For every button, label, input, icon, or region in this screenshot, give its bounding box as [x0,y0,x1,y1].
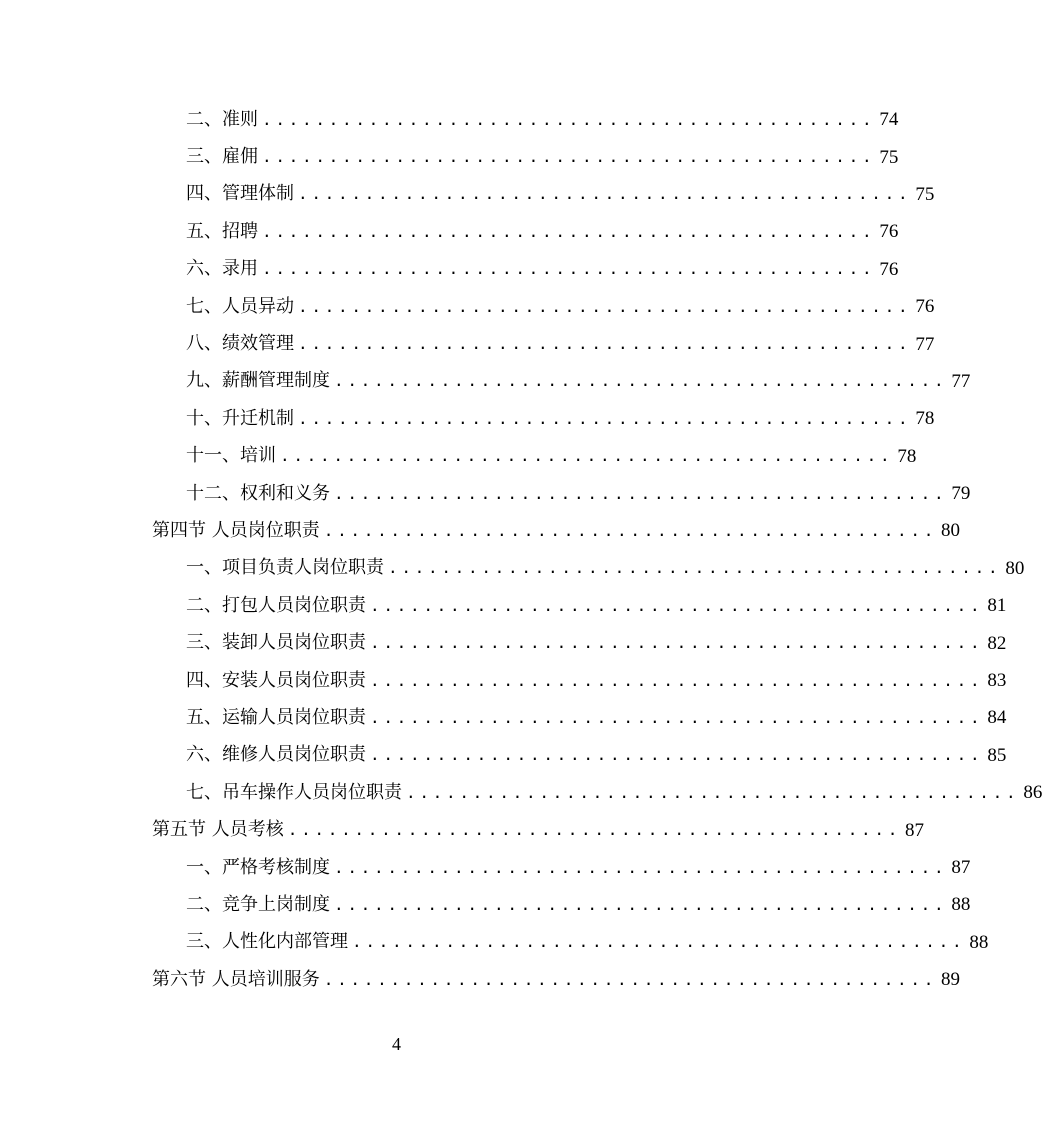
toc-entry-title: 六、录用 [186,260,262,278]
toc-entry-title: 十一、培训 [186,447,280,465]
toc-entry-page-number: 78 [897,445,917,467]
toc-entry-title: 二、竞争上岗制度 [186,896,334,914]
toc-entry-page-number: 88 [969,931,989,953]
toc-entry-page-number: 89 [941,969,961,991]
toc-entry-title: 四、管理体制 [186,185,298,203]
toc-dot-leader: .............................................. [370,670,984,690]
toc-entry-page-number: 78 [915,408,935,430]
toc-dot-leader: .............................................. [334,371,948,391]
toc-subsection-entry[interactable] [0,774,1042,811]
toc-subsection-entry[interactable] [0,251,899,288]
toc-entry-page-number: 85 [987,744,1007,766]
toc-entry-page-number: 80 [941,520,961,542]
toc-entry-title: 三、雇佣 [186,148,262,166]
toc-subsection-entry[interactable] [0,662,1007,699]
toc-section-entry[interactable] [0,811,925,848]
toc-dot-leader: .............................................. [298,334,912,354]
toc-entry-page-number: 77 [915,333,935,355]
toc-dot-leader: .............................................. [262,259,876,279]
toc-entry-title: 第六节 人员培训服务 [152,971,324,989]
toc-section-entry[interactable] [0,961,961,998]
toc-subsection-entry[interactable] [0,363,971,400]
toc-subsection-entry[interactable] [0,475,971,512]
toc-subsection-entry[interactable] [0,737,1007,774]
toc-subsection-entry[interactable] [0,176,935,213]
toc-entry-title: 二、准则 [186,111,262,129]
toc-subsection-entry[interactable] [0,213,899,250]
table-of-contents [0,101,1042,998]
toc-entry-page-number: 80 [1005,557,1025,579]
toc-subsection-entry[interactable] [0,400,935,437]
toc-entry-page-number: 75 [915,183,935,205]
toc-dot-leader: .............................................. [262,147,876,167]
toc-subsection-entry[interactable] [0,550,1025,587]
toc-subsection-entry[interactable] [0,886,971,923]
toc-entry-page-number: 77 [951,370,971,392]
toc-entry-page-number: 84 [987,707,1007,729]
toc-entry-title: 第四节 人员岗位职责 [152,522,324,540]
toc-section-entry[interactable] [0,512,961,549]
toc-subsection-entry[interactable] [0,699,1007,736]
toc-entry-title: 六、维修人员岗位职责 [186,746,370,764]
toc-entry-title: 一、严格考核制度 [186,859,334,877]
toc-entry-page-number: 88 [951,894,971,916]
toc-entry-title: 五、招聘 [186,223,262,241]
toc-dot-leader: .............................................. [287,820,902,840]
toc-dot-leader: .............................................. [262,221,876,241]
toc-dot-leader: .............................................. [298,408,912,428]
toc-subsection-entry[interactable] [0,138,899,175]
toc-entry-page-number: 87 [905,819,925,841]
toc-entry-title: 七、人员异动 [186,298,298,316]
toc-dot-leader: .............................................. [323,969,938,989]
toc-subsection-entry[interactable] [0,924,989,961]
toc-dot-leader: .............................................. [334,894,948,914]
toc-dot-leader: .............................................. [298,296,912,316]
toc-dot-leader: .............................................. [370,633,984,653]
toc-dot-leader: .............................................. [334,483,948,503]
toc-dot-leader: .............................................. [323,520,938,540]
toc-entry-page-number: 76 [915,296,935,318]
toc-entry-title: 八、绩效管理 [186,335,298,353]
toc-subsection-entry[interactable] [0,624,1007,661]
toc-subsection-entry[interactable] [0,587,1007,624]
toc-entry-title: 十、升迁机制 [186,410,298,428]
toc-entry-page-number: 74 [879,109,899,131]
toc-dot-leader: .............................................. [370,707,984,727]
toc-subsection-entry[interactable] [0,438,917,475]
toc-subsection-entry[interactable] [0,325,935,362]
toc-dot-leader: .............................................. [388,558,1002,578]
toc-dot-leader: .............................................. [370,595,984,615]
toc-entry-page-number: 76 [879,258,899,280]
toc-subsection-entry[interactable] [0,288,935,325]
toc-entry-title: 九、薪酬管理制度 [186,372,334,390]
toc-dot-leader: .............................................. [262,109,876,129]
toc-entry-title: 四、安装人员岗位职责 [186,672,370,690]
toc-entry-page-number: 83 [987,670,1007,692]
toc-entry-title: 十二、权利和义务 [186,485,334,503]
toc-dot-leader: .............................................. [352,932,966,952]
page-number: 4 [392,1034,401,1054]
toc-entry-title: 七、吊车操作人员岗位职责 [186,784,406,802]
toc-dot-leader: .............................................. [280,446,894,466]
toc-entry-page-number: 82 [987,632,1007,654]
toc-entry-title: 五、运输人员岗位职责 [186,709,370,727]
toc-subsection-entry[interactable] [0,101,899,138]
toc-entry-title: 三、装卸人员岗位职责 [186,634,370,652]
toc-entry-page-number: 76 [879,221,899,243]
toc-entry-page-number: 87 [951,857,971,878]
toc-dot-leader: .............................................. [334,857,948,877]
toc-subsection-entry[interactable] [0,849,971,886]
toc-entry-page-number: 79 [951,483,971,505]
toc-entry-page-number: 86 [1023,782,1042,804]
toc-dot-leader: .............................................. [370,745,984,765]
toc-entry-title: 二、打包人员岗位职责 [186,597,370,615]
toc-dot-leader: .............................................. [406,782,1020,802]
toc-entry-page-number: 75 [879,146,899,168]
toc-dot-leader: .............................................. [298,184,912,204]
toc-entry-title: 第五节 人员考核 [152,821,288,839]
toc-entry-title: 一、项目负责人岗位职责 [186,559,388,577]
toc-entry-page-number: 81 [987,595,1007,617]
toc-entry-title: 三、人性化内部管理 [186,933,352,951]
